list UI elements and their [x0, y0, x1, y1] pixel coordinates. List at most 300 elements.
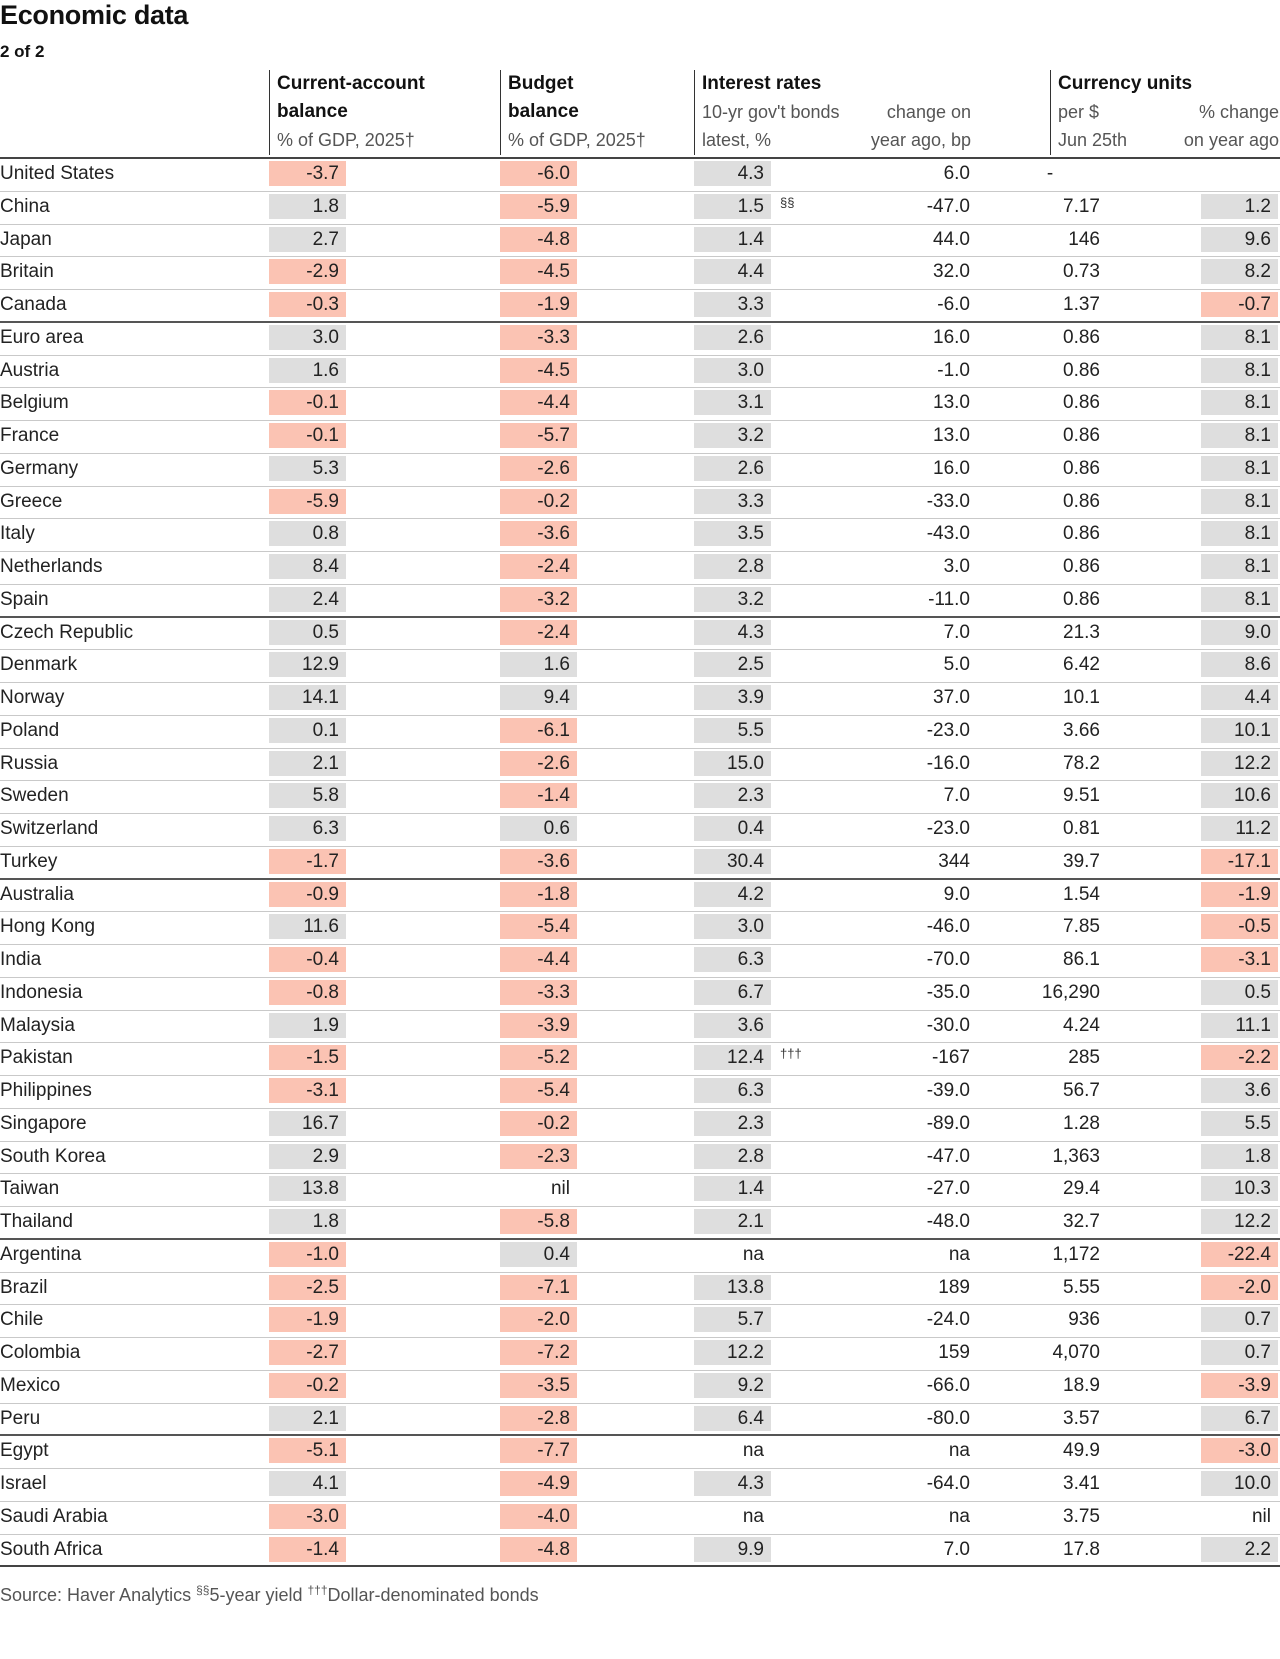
- table-row: [0, 192, 1280, 225]
- currency-pct-change-value: 8.1: [1201, 521, 1278, 546]
- budget-balance-value: -5.2: [500, 1045, 577, 1070]
- bond-change-bp-value: na: [948, 1505, 970, 1527]
- country-name: Greece: [0, 490, 63, 512]
- country-name: Peru: [0, 1407, 41, 1429]
- country-name: Russia: [0, 752, 59, 774]
- table-row: [0, 487, 1280, 520]
- bond-footnote-mark: †††: [780, 1046, 802, 1062]
- country-name: France: [0, 425, 60, 446]
- bond-yield-value: 3.3: [694, 489, 771, 514]
- bond-change-bp-value: 13.0: [933, 425, 970, 446]
- table-row: [0, 781, 1280, 814]
- country-name: Turkey: [0, 850, 58, 872]
- currency-per-usd-value: 32.7: [1063, 1211, 1100, 1232]
- bond-yield-value: 2.8: [694, 1144, 771, 1169]
- currency-per-usd-value: 18.9: [1063, 1374, 1100, 1396]
- bond-change-bp-value: 16.0: [933, 326, 970, 348]
- table-row: [0, 356, 1280, 389]
- budget-balance-value: -3.9: [500, 1013, 577, 1038]
- current-account-value: 1.6: [269, 358, 346, 383]
- budget-balance-value: -4.4: [500, 947, 577, 972]
- bond-change-bp-value: -23.0: [926, 818, 970, 839]
- bond-change-bp-value: -47.0: [926, 195, 970, 217]
- budget-balance-value: -3.3: [500, 325, 577, 350]
- bond-change-bp-value: na: [948, 1440, 970, 1462]
- current-account-value: -2.9: [269, 259, 346, 284]
- country-name: Switzerland: [0, 818, 99, 839]
- currency-per-usd-value: 7.17: [1063, 195, 1100, 217]
- country-name: Euro area: [0, 326, 84, 348]
- header-interest-sub-b2: year ago, bp: [870, 130, 971, 150]
- current-account-value: 2.4: [269, 587, 346, 612]
- currency-pct-change-value: 8.1: [1201, 390, 1278, 415]
- currency-per-usd-value: 0.86: [1063, 556, 1100, 577]
- bond-yield-value: 2.6: [694, 325, 771, 350]
- bond-change-bp-value: -33.0: [926, 490, 970, 512]
- currency-per-usd-value: 1,172: [1052, 1243, 1100, 1265]
- currency-per-usd-value: 0.81: [1063, 818, 1100, 839]
- country-name: Czech Republic: [0, 621, 134, 643]
- budget-balance-value: -1.9: [500, 292, 577, 317]
- page-title: Economic data: [0, 0, 189, 30]
- currency-pct-change-value: 8.1: [1201, 456, 1278, 481]
- table-row: [0, 1043, 1280, 1076]
- current-account-value: -1.7: [269, 849, 346, 874]
- header-current-account-line1: Current-account: [277, 73, 425, 94]
- budget-balance-value: nil: [550, 1178, 570, 1200]
- budget-balance-value: -5.4: [500, 1078, 577, 1103]
- current-account-value: -0.9: [269, 882, 346, 907]
- bond-change-bp-value: -6.0: [937, 294, 970, 315]
- bond-change-bp-value: 7.0: [943, 785, 970, 807]
- current-account-value: -0.1: [269, 423, 346, 448]
- country-name: China: [0, 195, 50, 217]
- current-account-value: -0.4: [269, 947, 346, 972]
- table-row: [0, 912, 1280, 945]
- budget-balance-value: -5.9: [500, 194, 577, 219]
- page-subtitle: 2 of 2: [0, 42, 45, 61]
- country-name: Israel: [0, 1473, 47, 1494]
- country-name: Poland: [0, 719, 60, 741]
- table-row: [0, 1338, 1280, 1371]
- country-name: Argentina: [0, 1243, 82, 1265]
- header-currency-main: Currency units: [1058, 73, 1193, 94]
- currency-per-usd-value: 1.37: [1063, 294, 1100, 315]
- bond-yield-value: 9.2: [694, 1373, 771, 1398]
- table-row: [0, 388, 1280, 421]
- footnote-5yr-yield: 5-year yield: [209, 1585, 308, 1605]
- country-name: Netherlands: [0, 556, 103, 577]
- country-name: United States: [0, 163, 115, 184]
- budget-balance-value: -6.0: [500, 161, 577, 186]
- budget-balance-value: -1.8: [500, 882, 577, 907]
- bond-yield-value: 30.4: [694, 849, 771, 874]
- currency-per-usd-value: 0.86: [1063, 392, 1100, 414]
- current-account-value: 6.3: [269, 816, 346, 841]
- currency-pct-change-value: 1.2: [1201, 194, 1278, 219]
- table-row: [0, 945, 1280, 978]
- header-interest-rates: [694, 70, 1049, 155]
- bond-yield-value: 9.9: [694, 1537, 771, 1562]
- bond-change-bp-value: -27.0: [926, 1178, 970, 1200]
- budget-balance-value: -0.2: [500, 489, 577, 514]
- current-account-value: 0.8: [269, 521, 346, 546]
- budget-balance-value: 1.6: [500, 652, 577, 677]
- currency-pct-change-value: 8.6: [1201, 652, 1278, 677]
- current-account-value: 2.1: [269, 1406, 346, 1431]
- current-account-value: -1.5: [269, 1045, 346, 1070]
- current-account-value: 8.4: [269, 554, 346, 579]
- bond-yield-value: 1.5: [694, 194, 771, 219]
- table-row: [0, 618, 1280, 651]
- table-row: [0, 585, 1280, 618]
- budget-balance-value: -2.6: [500, 456, 577, 481]
- country-name: Saudi Arabia: [0, 1505, 108, 1527]
- country-name: Philippines: [0, 1080, 92, 1101]
- currency-pct-change-value: -2.2: [1201, 1045, 1278, 1070]
- bond-yield-value: 1.4: [694, 227, 771, 252]
- header-currency-sub-b1: % change: [1198, 102, 1279, 122]
- currency-pct-change-value: -1.9: [1201, 882, 1278, 907]
- currency-pct-change-value: 0.7: [1201, 1340, 1278, 1365]
- bond-change-bp-value: 44.0: [933, 228, 970, 250]
- currency-pct-change-value: 8.1: [1201, 325, 1278, 350]
- current-account-value: -0.1: [269, 390, 346, 415]
- currency-per-usd-value: 0.86: [1063, 523, 1100, 545]
- bond-yield-value: 2.5: [694, 652, 771, 677]
- source-footnote: [0, 1583, 539, 1606]
- header-budget-line1: Budget: [508, 73, 574, 94]
- current-account-value: -0.8: [269, 980, 346, 1005]
- bond-yield-value: 4.2: [694, 882, 771, 907]
- currency-per-usd-value: 1.28: [1063, 1112, 1100, 1134]
- table-row: [0, 880, 1280, 913]
- header-current-account: [269, 70, 499, 155]
- currency-per-usd-value: 3.57: [1063, 1407, 1100, 1429]
- bond-yield-value: 2.8: [694, 554, 771, 579]
- table-row: [0, 1076, 1280, 1109]
- current-account-value: 12.9: [269, 652, 346, 677]
- bond-yield-value: 3.3: [694, 292, 771, 317]
- currency-pct-change-value: 8.2: [1201, 259, 1278, 284]
- bond-yield-value: na: [742, 1440, 764, 1462]
- current-account-value: 13.8: [269, 1176, 346, 1201]
- currency-pct-change-value: 4.4: [1201, 685, 1278, 710]
- currency-pct-change-value: 8.1: [1201, 554, 1278, 579]
- current-account-value: -5.9: [269, 489, 346, 514]
- table-row: [0, 421, 1280, 454]
- bond-yield-value: 2.6: [694, 456, 771, 481]
- currency-per-usd-value: 0.86: [1063, 490, 1100, 512]
- country-name: South Africa: [0, 1538, 103, 1560]
- budget-balance-value: -4.5: [500, 259, 577, 284]
- current-account-value: -1.0: [269, 1242, 346, 1267]
- source-prefix: Source: Haver Analytics: [0, 1585, 197, 1605]
- country-name: Spain: [0, 588, 49, 610]
- country-name: Colombia: [0, 1342, 81, 1363]
- currency-per-usd-value: -: [1046, 163, 1054, 184]
- currency-pct-change-value: 10.1: [1201, 718, 1278, 743]
- current-account-value: 5.3: [269, 456, 346, 481]
- bond-yield-value: 5.5: [694, 718, 771, 743]
- bond-yield-value: 13.8: [694, 1275, 771, 1300]
- bond-yield-value: 12.2: [694, 1340, 771, 1365]
- bond-yield-value: 4.3: [694, 620, 771, 645]
- country-name: Pakistan: [0, 1047, 73, 1069]
- bond-yield-value: 4.4: [694, 259, 771, 284]
- country-name: Chile: [0, 1309, 44, 1331]
- currency-per-usd-value: 3.66: [1063, 719, 1100, 741]
- bond-yield-value: 1.4: [694, 1176, 771, 1201]
- bond-yield-value: 5.7: [694, 1307, 771, 1332]
- currency-per-usd-value: 5.55: [1063, 1276, 1100, 1298]
- currency-pct-change-value: 9.6: [1201, 227, 1278, 252]
- country-name: South Korea: [0, 1145, 106, 1167]
- header-currency-sub-a2: Jun 25th: [1058, 130, 1128, 150]
- bond-change-bp-value: -46.0: [926, 916, 970, 938]
- header-budget: [500, 70, 693, 155]
- country-name: Canada: [0, 294, 67, 315]
- currency-pct-change-value: 8.1: [1201, 587, 1278, 612]
- country-name: Mexico: [0, 1374, 61, 1396]
- bond-change-bp-value: 37.0: [933, 687, 970, 708]
- header-current-account-sub: % of GDP, 2025†: [277, 130, 415, 150]
- country-name: Germany: [0, 457, 79, 479]
- budget-balance-value: -2.0: [500, 1307, 577, 1332]
- table-row: [0, 1535, 1280, 1568]
- current-account-value: -0.2: [269, 1373, 346, 1398]
- table-row: [0, 1371, 1280, 1404]
- bond-change-bp-value: -80.0: [926, 1407, 970, 1429]
- current-account-value: 5.8: [269, 783, 346, 808]
- bond-change-bp-value: -64.0: [926, 1473, 970, 1494]
- current-account-value: 2.9: [269, 1144, 346, 1169]
- country-name: Brazil: [0, 1276, 48, 1298]
- currency-per-usd-value: 17.8: [1063, 1538, 1100, 1560]
- bond-yield-value: 3.0: [694, 358, 771, 383]
- table-row: [0, 1011, 1280, 1044]
- bond-yield-value: 2.1: [694, 1209, 771, 1234]
- currency-per-usd-value: 78.2: [1063, 752, 1100, 774]
- bond-change-bp-value: -39.0: [926, 1080, 970, 1101]
- current-account-value: 11.6: [269, 914, 346, 939]
- budget-balance-value: -4.8: [500, 227, 577, 252]
- table-row: [0, 1240, 1280, 1273]
- table-row: [0, 1436, 1280, 1469]
- bond-yield-value: 6.3: [694, 1078, 771, 1103]
- bond-yield-value: 3.9: [694, 685, 771, 710]
- country-name: Egypt: [0, 1440, 49, 1462]
- table-row: [0, 749, 1280, 782]
- current-account-value: 2.1: [269, 751, 346, 776]
- bond-change-bp-value: 7.0: [943, 1538, 970, 1560]
- current-account-value: 16.7: [269, 1111, 346, 1136]
- bond-change-bp-value: -167: [931, 1047, 970, 1069]
- currency-pct-change-value: nil: [1251, 1505, 1271, 1527]
- currency-per-usd-value: 146: [1068, 228, 1100, 250]
- currency-per-usd-value: 56.7: [1063, 1080, 1100, 1101]
- current-account-value: -5.1: [269, 1438, 346, 1463]
- currency-pct-change-value: -3.1: [1201, 947, 1278, 972]
- table-row: [0, 1174, 1280, 1207]
- budget-balance-value: -5.4: [500, 914, 577, 939]
- current-account-value: 3.0: [269, 325, 346, 350]
- current-account-value: 4.1: [269, 1471, 346, 1496]
- bond-change-bp-value: 7.0: [943, 621, 970, 643]
- country-name: Australia: [0, 883, 74, 905]
- current-account-value: -3.0: [269, 1504, 346, 1529]
- current-account-value: -1.9: [269, 1307, 346, 1332]
- table-row: [0, 225, 1280, 258]
- budget-balance-value: -7.7: [500, 1438, 577, 1463]
- budget-balance-value: -2.8: [500, 1406, 577, 1431]
- country-name: Taiwan: [0, 1178, 60, 1200]
- table-row: [0, 257, 1280, 290]
- header-interest-sub-a2: latest, %: [702, 130, 772, 150]
- currency-per-usd-value: 1,363: [1052, 1145, 1100, 1167]
- current-account-value: 1.9: [269, 1013, 346, 1038]
- currency-pct-change-value: 6.7: [1201, 1406, 1278, 1431]
- bond-change-bp-value: -70.0: [926, 949, 970, 970]
- bond-change-bp-value: na: [948, 1243, 970, 1265]
- header-currency-sub-a1: per $: [1058, 102, 1100, 122]
- budget-balance-value: -2.6: [500, 751, 577, 776]
- currency-pct-change-value: 10.3: [1201, 1176, 1278, 1201]
- country-name: Sweden: [0, 785, 69, 807]
- country-name: Belgium: [0, 392, 69, 414]
- bond-yield-value: 0.4: [694, 816, 771, 841]
- currency-per-usd-value: 0.86: [1063, 359, 1100, 381]
- current-account-value: 2.7: [269, 227, 346, 252]
- currency-pct-change-value: 3.6: [1201, 1078, 1278, 1103]
- table-row: [0, 454, 1280, 487]
- budget-balance-value: -5.8: [500, 1209, 577, 1234]
- budget-balance-value: -3.3: [500, 980, 577, 1005]
- currency-per-usd-value: 9.51: [1063, 785, 1100, 807]
- currency-pct-change-value: 2.2: [1201, 1537, 1278, 1562]
- currency-per-usd-value: 39.7: [1063, 850, 1100, 872]
- budget-balance-value: -3.6: [500, 521, 577, 546]
- bond-yield-value: 6.3: [694, 947, 771, 972]
- currency-pct-change-value: 8.1: [1201, 358, 1278, 383]
- data-table: [0, 159, 1280, 1567]
- current-account-value: 0.1: [269, 718, 346, 743]
- currency-pct-change-value: 0.7: [1201, 1307, 1278, 1332]
- bond-change-bp-value: -66.0: [926, 1374, 970, 1396]
- bond-change-bp-value: -23.0: [926, 719, 970, 741]
- currency-pct-change-value: -17.1: [1201, 849, 1278, 874]
- bond-change-bp-value: 13.0: [933, 392, 970, 414]
- country-name: Denmark: [0, 654, 78, 676]
- table-row: [0, 290, 1280, 323]
- bond-yield-value: 3.1: [694, 390, 771, 415]
- currency-pct-change-value: 12.2: [1201, 1209, 1278, 1234]
- currency-pct-change-value: -2.0: [1201, 1275, 1278, 1300]
- table-row: [0, 1305, 1280, 1338]
- budget-balance-value: -4.0: [500, 1504, 577, 1529]
- budget-balance-value: -7.2: [500, 1340, 577, 1365]
- country-name: Austria: [0, 359, 60, 381]
- currency-per-usd-value: 16,290: [1041, 981, 1100, 1003]
- table-row: [0, 847, 1280, 880]
- bond-yield-value: 6.7: [694, 980, 771, 1005]
- current-account-value: 0.5: [269, 620, 346, 645]
- table-row: [0, 716, 1280, 749]
- budget-balance-value: 0.6: [500, 816, 577, 841]
- country-name: Singapore: [0, 1112, 87, 1134]
- currency-per-usd-value: 49.9: [1063, 1440, 1100, 1462]
- table-row: [0, 552, 1280, 585]
- bond-change-bp-value: 32.0: [933, 261, 970, 283]
- currency-pct-change-value: 8.1: [1201, 489, 1278, 514]
- bond-yield-value: 3.2: [694, 587, 771, 612]
- bond-yield-value: 6.4: [694, 1406, 771, 1431]
- currency-pct-change-value: 8.1: [1201, 423, 1278, 448]
- currency-per-usd-value: 29.4: [1063, 1178, 1100, 1200]
- header-interest-main: Interest rates: [702, 73, 822, 94]
- budget-balance-value: -3.6: [500, 849, 577, 874]
- country-name: Britain: [0, 261, 54, 283]
- bond-change-bp-value: -48.0: [926, 1211, 970, 1232]
- currency-per-usd-value: 6.42: [1063, 654, 1100, 676]
- budget-balance-value: -4.5: [500, 358, 577, 383]
- table-row: [0, 1469, 1280, 1502]
- table-row: [0, 650, 1280, 683]
- current-account-value: -2.7: [269, 1340, 346, 1365]
- country-name: Thailand: [0, 1211, 73, 1232]
- currency-per-usd-value: 1.54: [1063, 883, 1100, 905]
- bond-change-bp-value: -11.0: [928, 588, 970, 610]
- budget-balance-value: -3.2: [500, 587, 577, 612]
- footnote-mark-dollar: †††: [307, 1583, 328, 1597]
- country-name: Hong Kong: [0, 916, 96, 938]
- current-account-value: -1.4: [269, 1537, 346, 1562]
- currency-per-usd-value: 10.1: [1063, 687, 1100, 708]
- bond-yield-value: 4.3: [694, 161, 771, 186]
- budget-balance-value: -7.1: [500, 1275, 577, 1300]
- currency-per-usd-value: 4,070: [1052, 1342, 1100, 1363]
- budget-balance-value: -4.9: [500, 1471, 577, 1496]
- budget-balance-value: -5.7: [500, 423, 577, 448]
- table-row: [0, 1207, 1280, 1240]
- budget-balance-value: -6.1: [500, 718, 577, 743]
- budget-balance-value: -2.3: [500, 1144, 577, 1169]
- header-currency-sub-b2: on year ago: [1183, 130, 1279, 150]
- bond-change-bp-value: 3.0: [943, 556, 970, 577]
- budget-balance-value: -1.4: [500, 783, 577, 808]
- bond-yield-value: na: [742, 1243, 764, 1265]
- currency-pct-change-value: -0.7: [1201, 292, 1278, 317]
- currency-pct-change-value: -3.9: [1201, 1373, 1278, 1398]
- country-name: India: [0, 949, 42, 970]
- bond-change-bp-value: -35.0: [926, 981, 970, 1003]
- country-name: Japan: [0, 228, 52, 250]
- budget-balance-value: -0.2: [500, 1111, 577, 1136]
- currency-per-usd-value: 0.86: [1063, 326, 1100, 348]
- currency-pct-change-value: 0.5: [1201, 980, 1278, 1005]
- bond-change-bp-value: -43.0: [926, 523, 970, 545]
- currency-pct-change-value: -0.5: [1201, 914, 1278, 939]
- bond-change-bp-value: -1.0: [937, 359, 970, 381]
- budget-balance-value: -4.4: [500, 390, 577, 415]
- current-account-value: -0.3: [269, 292, 346, 317]
- currency-per-usd-value: 0.86: [1063, 588, 1100, 610]
- current-account-value: -2.5: [269, 1275, 346, 1300]
- bond-change-bp-value: -30.0: [926, 1014, 970, 1036]
- currency-per-usd-value: 86.1: [1063, 949, 1100, 970]
- header-interest-sub-b1: change on: [886, 102, 971, 122]
- bond-yield-value: 4.3: [694, 1471, 771, 1496]
